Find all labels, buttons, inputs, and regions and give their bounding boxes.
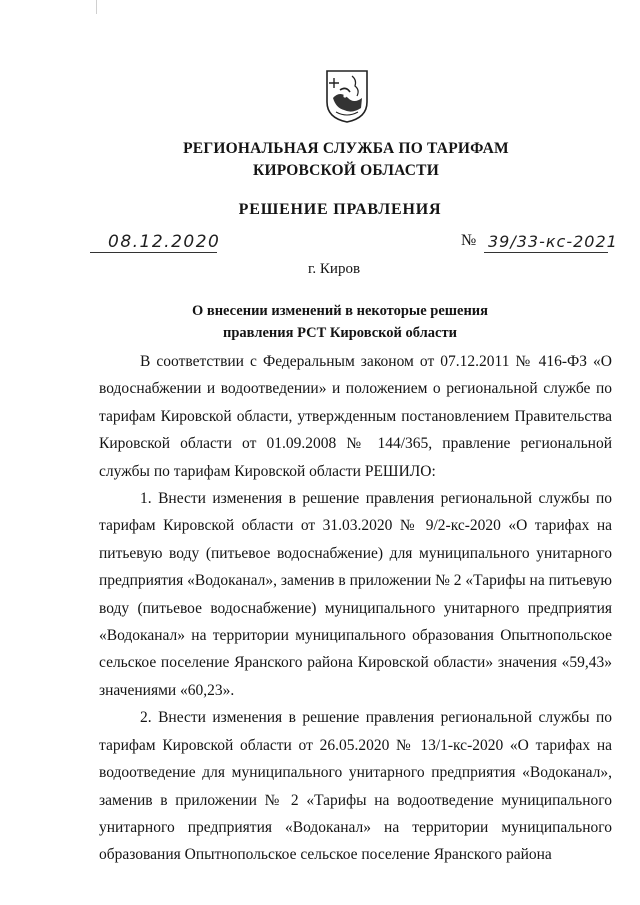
scan-artifact: [96, 0, 97, 14]
item-2-paragraph: 2. Внести изменения в решение правления региональной службы по тарифам Кировской области от 26.05.2020 № 13/1-кс-2020 «О тарифах на водоотведение для муниципального унитарного предприятия «Водоканал», заменив в приложении № 2 «Тарифы на водоотведение муниципального унитарного предприятия «Водоканал» на территории муниципального образования Опытнопольское сельское поселение Яранского района: [99, 709, 612, 864]
document-type-title: РЕШЕНИЕ ПРАВЛЕНИЯ: [238, 201, 442, 218]
preamble-paragraph: В соответствии с Федеральным законом от 07.12.2011 № 416-ФЗ «О водоснабжении и водоотведении» и положением о региональной службе по тарифам Кировской области, утвержденным постановлением Правительства Кировской области от 01.09.2008 № 144/365, правление региональной службы по тарифам Кировской области РЕШИЛО:: [99, 353, 612, 480]
number-underline: [484, 252, 608, 253]
organization-name-line2: КИРОВСКОЙ ОБЛАСТИ: [253, 162, 439, 179]
city-line: г. Киров: [307, 261, 361, 277]
kirov-coat-of-arms-icon: [324, 68, 370, 124]
organization-name-line1: РЕГИОНАЛЬНАЯ СЛУЖБА ПО ТАРИФАМ: [183, 140, 509, 157]
decision-subject: [20, 300, 640, 344]
subject-line1: О внесении изменений в некоторые решения: [191, 303, 489, 319]
decision-number: 39/33-кс-2021: [488, 232, 618, 251]
subject-line2: правления РСТ Кировской области: [223, 325, 457, 341]
number-sign: №: [461, 232, 477, 249]
date-underline: [90, 252, 217, 253]
decision-date: 08.12.2020: [108, 232, 221, 252]
item-1-paragraph: 1. Внести изменения в решение правления региональной службы по тарифам Кировской области от 31.03.2020 № 9/2-кс-2020 «О тарифах на питьевую воду (питьевое водоснабжение) для муниципального унитарного предприятия «Водоканал», заменив в приложении № 2 «Тарифы на питьевую воду (питьевое водоснабжение) муниципального унитарного предприятия «Водоканал» на территории муниципального образования Опытнопольское сельское поселение Яранского района Кировской области» значения «59,43» значениями «60,23».: [99, 490, 613, 699]
document-body: [99, 348, 612, 869]
